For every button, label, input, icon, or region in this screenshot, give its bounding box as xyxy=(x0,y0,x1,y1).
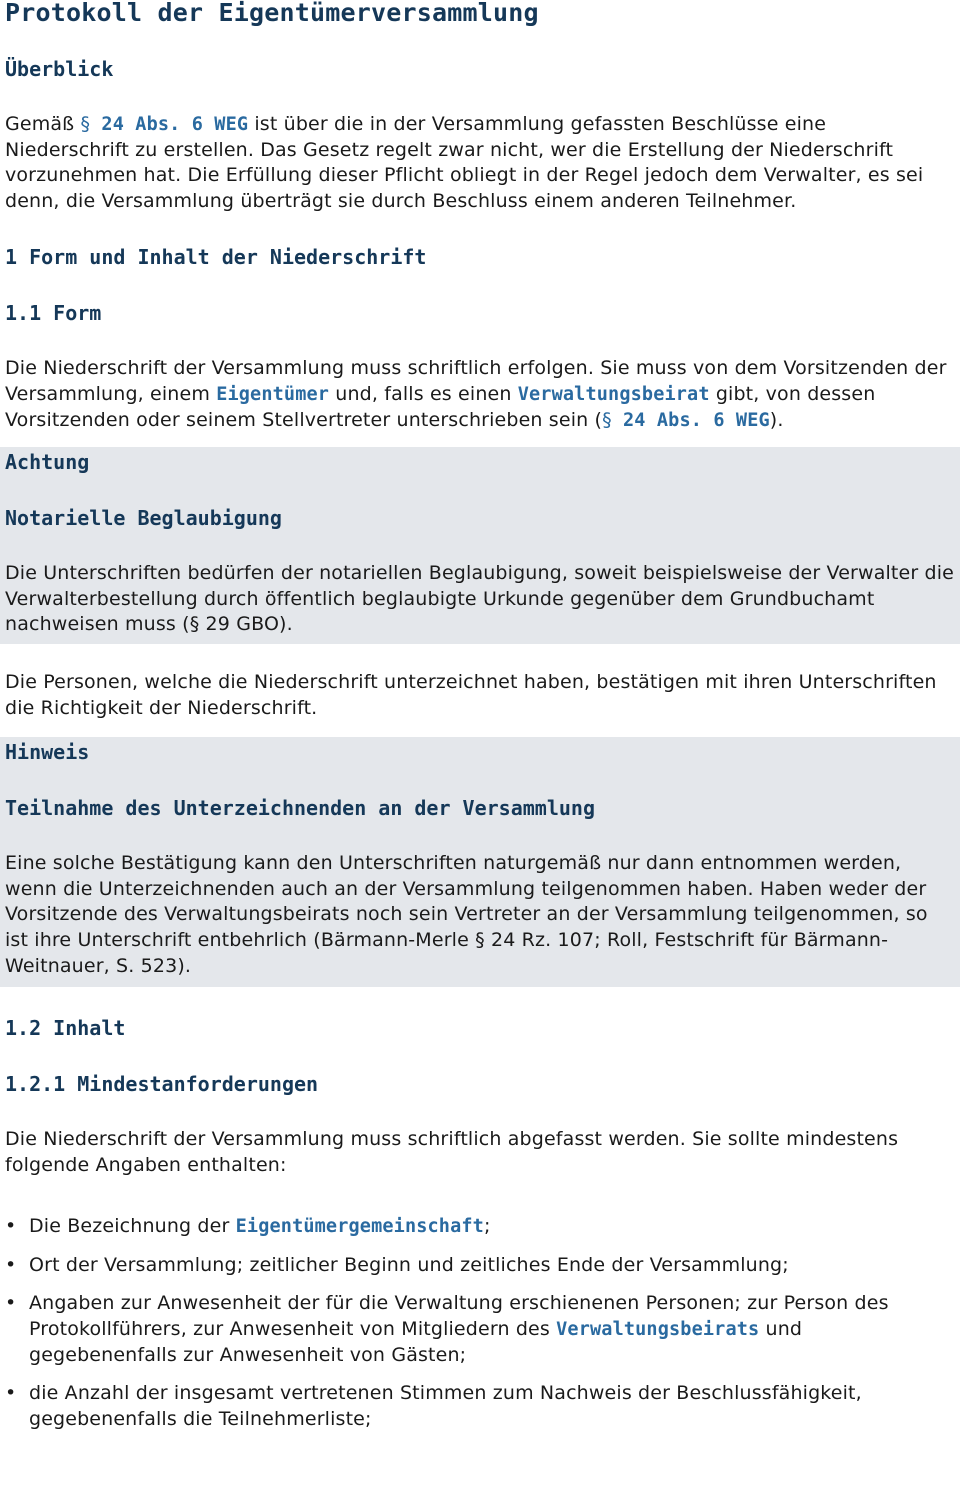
section-1-2-heading: 1.2 Inhalt xyxy=(5,1016,126,1041)
eigentuemergemeinschaft-link[interactable]: Eigentümergemeinschaft xyxy=(235,1216,484,1238)
page-title: Protokoll der Eigentümerversammlung xyxy=(5,0,539,27)
list-item xyxy=(5,1291,955,1368)
form-text-4: ). xyxy=(769,408,784,431)
law-reference-link[interactable]: 24 Abs. 6 WEG xyxy=(90,114,249,135)
list-item-text: die Anzahl der insgesamt vertretenen Stimmen zum Nachweis der Beschlussfähigkeit, gegebenenfalls die Teilnehmerliste; xyxy=(29,1382,862,1430)
list-item-text: und gegebenenfalls zur Anwesenheit von Gästen; xyxy=(29,1318,803,1366)
hinweis-text-2: 24 Rz. 107; Roll, Festschrift für Bärmann-Weitnauer, S. 523). xyxy=(5,928,889,977)
form-text-2: und, falls es einen xyxy=(329,382,518,405)
intro-paragraph xyxy=(5,112,955,214)
verwaltungsbeirat-link[interactable]: Verwaltungsbeirat xyxy=(517,383,710,405)
hinweis-box xyxy=(0,737,960,987)
law-reference-link[interactable]: 24 Abs. 6 WEG xyxy=(611,409,770,431)
min-requirements-paragraph: Die Niederschrift der Versammlung muss schriftlich abgefasst werden. Sie sollte mindestens folgende Angaben enthalten: xyxy=(5,1128,899,1176)
list-item xyxy=(5,1381,955,1432)
section-sign-icon: § xyxy=(475,928,485,951)
bullet-icon: • xyxy=(5,1292,17,1315)
achtung-label: Achtung xyxy=(5,450,90,475)
list-item-text: Angaben zur Anwesenheit der für die Verwaltung erschienenen Personen; zur Person des Protokollführers, zur Anwesenheit von Mitgliedern des xyxy=(29,1292,889,1341)
bullet-icon: • xyxy=(5,1215,17,1238)
intro-text-1: Gemäß xyxy=(5,113,81,135)
list-item-text: ; xyxy=(483,1215,491,1238)
form-text-3: gibt, von dessen Vorsitzenden oder seinem Stellvertreter unterschrieben sein ( xyxy=(5,382,876,431)
eigentuemer-link[interactable]: Eigentümer xyxy=(216,383,330,405)
verwaltungsbeirat-link[interactable]: Verwaltungsbeirats xyxy=(556,1319,760,1341)
section-sign-icon: § xyxy=(80,113,91,135)
achtung-heading: Notarielle Beglaubigung xyxy=(5,506,282,531)
achtung-paragraph xyxy=(5,561,955,638)
section-sign-icon: § xyxy=(602,408,612,431)
achtung-box xyxy=(0,447,960,644)
form-paragraph xyxy=(5,356,955,433)
list-item xyxy=(5,1253,955,1279)
list-item xyxy=(5,1214,955,1240)
hinweis-text-1: Eine solche Bestätigung kann den Unterschriften naturgemäß nur dann entnommen werden, wenn die Unterzeichnenden auch an der Versammlung teilgenommen haben. Haben weder der Vorsitzende des Verwaltungsbeirats noch sein Vertreter an der Versammlung teilgenommen, so ist ihre Unterschrift entbehrlich (Bärmann-Merle xyxy=(5,852,928,951)
hinweis-label: Hinweis xyxy=(5,740,90,765)
section-1-1-heading: 1.1 Form xyxy=(5,301,102,326)
bullet-icon: • xyxy=(5,1382,17,1405)
list-item-text: Ort der Versammlung; zeitlicher Beginn und zeitliches Ende der Versammlung; xyxy=(29,1253,789,1276)
intro-text-2: ist über die in der Versammlung gefassten Beschlüsse eine Niederschrift zu erstellen. Das Gesetz regelt zwar nicht, wer die Erstellung der Niederschrift vorzunehmen hat. Die Erfüllung dieser Pflicht obliegt in der Regel jedoch dem Verwalter, es sei denn, die Versammlung überträgt sie durch Beschluss einem anderen Teilnehmer. xyxy=(5,113,924,212)
section-1-2-1-heading: 1.2.1 Mindestanforderungen xyxy=(5,1072,319,1097)
confirm-paragraph: Die Personen, welche die Niederschrift unterzeichnet haben, bestätigen mit ihren Unterschriften die Richtigkeit der Niederschrift. xyxy=(5,670,937,719)
hinweis-heading: Teilnahme des Unterzeichnenden an der Versammlung xyxy=(5,796,596,821)
hinweis-paragraph xyxy=(5,851,955,979)
achtung-text-1: Die Unterschriften bedürfen der notariellen Beglaubigung, soweit beispielsweise der Verwalter die Verwalterbestellung durch öffentlich beglaubigte Urkunde gegenüber dem Grundbuchamt nachweisen muss ( xyxy=(5,562,955,636)
list-item-text: Die Bezeichnung der xyxy=(29,1215,236,1238)
achtung-text-2: 29 GBO). xyxy=(199,613,293,636)
overview-heading: Überblick xyxy=(5,57,114,81)
requirements-list xyxy=(5,1214,955,1432)
section-1-heading: 1 Form und Inhalt der Niederschrift xyxy=(5,245,427,270)
form-text-1: Die Niederschrift der Versammlung muss schriftlich erfolgen. Sie muss von dem Vorsitzenden der Versammlung, einem xyxy=(5,357,947,405)
section-sign-icon: § xyxy=(189,613,200,636)
bullet-icon: • xyxy=(5,1253,17,1276)
